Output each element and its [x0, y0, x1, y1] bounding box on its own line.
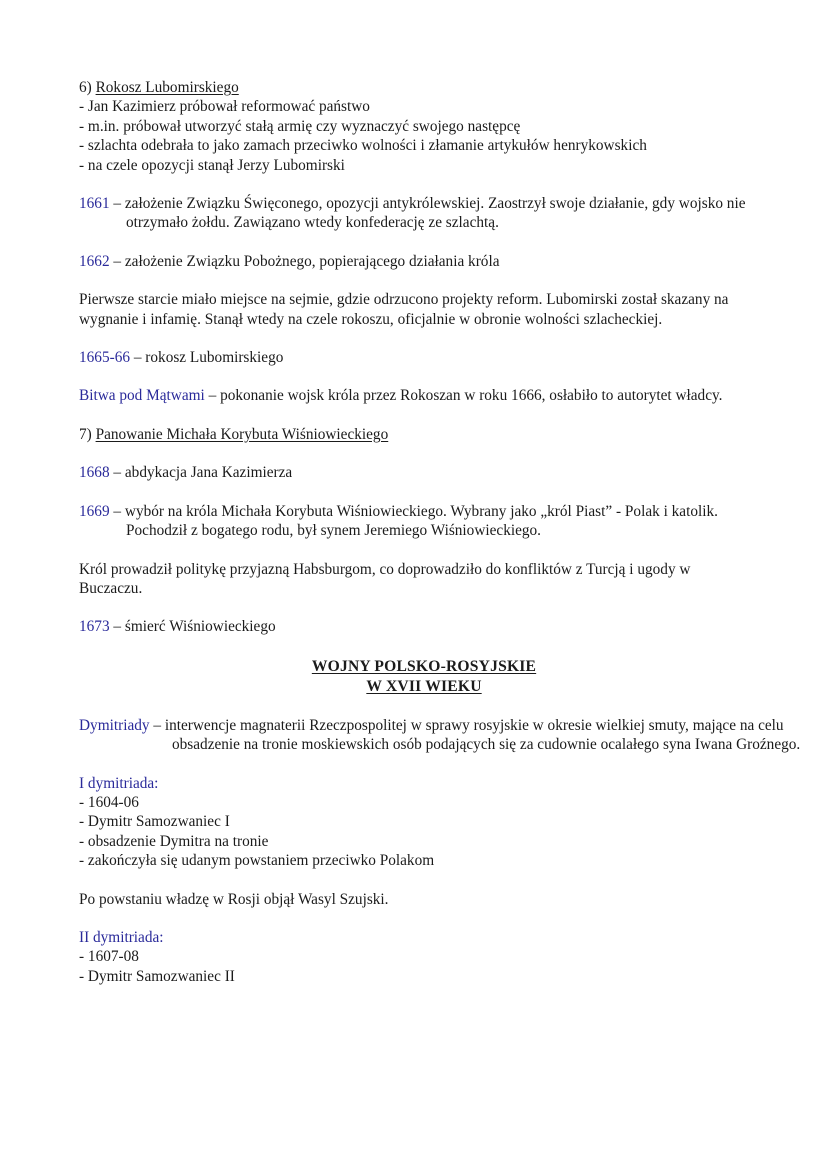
timeline-entry-1662	[79, 252, 769, 271]
entry-text: – założenie Związku Święconego, opozycji antykrólewskiej. Zaostrzył swoje działanie, gdy wojsko nie otrzymało żołdu. Zawiązano wtedy konfederację ze szlachtą.	[109, 195, 746, 232]
subsection-label: II dymitriada:	[79, 928, 164, 946]
body-paragraph: Pierwsze starcie miało miejsce na sejmie, gdzie odrzucono projekty reform. Lubomirski został skazany na wygnanie i infamię. Stanął wtedy na czele rokoszu, oficjalnie w obronie wolności szlacheckiej.	[79, 291, 729, 328]
section-title: Panowanie Michała Korybuta Wiśniowieckiego	[95, 425, 389, 443]
entry-text: – wybór na króla Michała Korybuta Wiśniowieckiego. Wybrany jako „król Piast” - Polak i katolik. Pochodził z bogatego rodu, był synem Jeremiego Wiśniowieckiego.	[109, 502, 718, 540]
bullet-item: - Dymitr Samozwaniec I	[79, 813, 230, 831]
entry-text: – śmierć Wiśniowieckiego	[109, 618, 276, 636]
section-number: 6)	[79, 79, 96, 96]
timeline-entry-matwy	[79, 386, 828, 405]
entry-date: 1661	[79, 195, 110, 213]
document-page	[79, 78, 801, 986]
body-paragraph: Po powstaniu władzę w Rosji objął Wasyl Szujski.	[79, 890, 389, 908]
entry-term: Bitwa pod Mątwami	[79, 387, 205, 405]
timeline-entry-1673	[79, 617, 769, 636]
section-heading	[79, 78, 769, 97]
definition-text: – interwencje magnaterii Rzeczpospolitej w sprawy rosyjskie w okresie wielkiej smuty, mające na celu obsadzenie na tronie moskiewskich osób podających się za cudownie ocalałego syna Iwana Groźnego.	[149, 716, 801, 754]
timeline-entry-1661	[79, 194, 776, 233]
section-title: Rokosz Lubomirskiego	[95, 79, 239, 96]
body-paragraph: Król prowadził politykę przyjazną Habsburgom, co doprowadziło do konfliktów z Turcją i ugody w Buczaczu.	[79, 560, 691, 597]
bullet-item: - Jan Kazimierz próbował reformować państwo	[79, 98, 370, 116]
entry-text: – rokosz Lubomirskiego	[130, 349, 284, 367]
bullet-item: - 1607-08	[79, 948, 139, 966]
entry-date: 1668	[79, 464, 110, 482]
timeline-entry-1665	[79, 348, 769, 367]
section-number: 7)	[79, 425, 96, 443]
entry-text: – pokonanie wojsk króla przez Rokoszan w roku 1666, osłabiło to autorytet władcy.	[204, 387, 723, 405]
entry-date: 1662	[79, 252, 110, 270]
bullet-item: - zakończyła się udanym powstaniem przeciwko Polakom	[79, 852, 435, 870]
subsection-label: I dymitriada:	[79, 774, 159, 792]
bullet-item: - obsadzenie Dymitra na tronie	[79, 832, 269, 850]
chapter-title	[79, 657, 769, 697]
definition-term: Dymitriady	[79, 716, 150, 734]
timeline-entry-1668	[79, 463, 769, 482]
bullet-item: - szlachta odebrała to jako zamach przeciwko wolności i złamanie artykułów henrykowskich	[79, 137, 647, 155]
chapter-title-line: WOJNY POLSKO-ROSYJSKIE	[311, 657, 537, 675]
chapter-title-line: W XVII WIEKU	[366, 677, 482, 695]
section-heading	[79, 425, 769, 444]
bullet-item: - na czele opozycji stanął Jerzy Lubomirski	[79, 156, 345, 174]
bullet-item: - Dymitr Samozwaniec II	[79, 967, 235, 985]
entry-date: 1665-66	[79, 349, 130, 367]
bullet-item: - m.in. próbował utworzyć stałą armię czy wyznaczyć swojego następcę	[79, 117, 521, 135]
entry-date: 1669	[79, 502, 110, 520]
entry-text: – założenie Związku Pobożnego, popierającego działania króla	[109, 252, 500, 270]
entry-text: – abdykacja Jana Kazimierza	[109, 464, 293, 482]
definition-dymitriady	[79, 716, 828, 755]
timeline-entry-1669	[79, 502, 766, 541]
bullet-item: - 1604-06	[79, 793, 139, 811]
entry-date: 1673	[79, 618, 110, 636]
